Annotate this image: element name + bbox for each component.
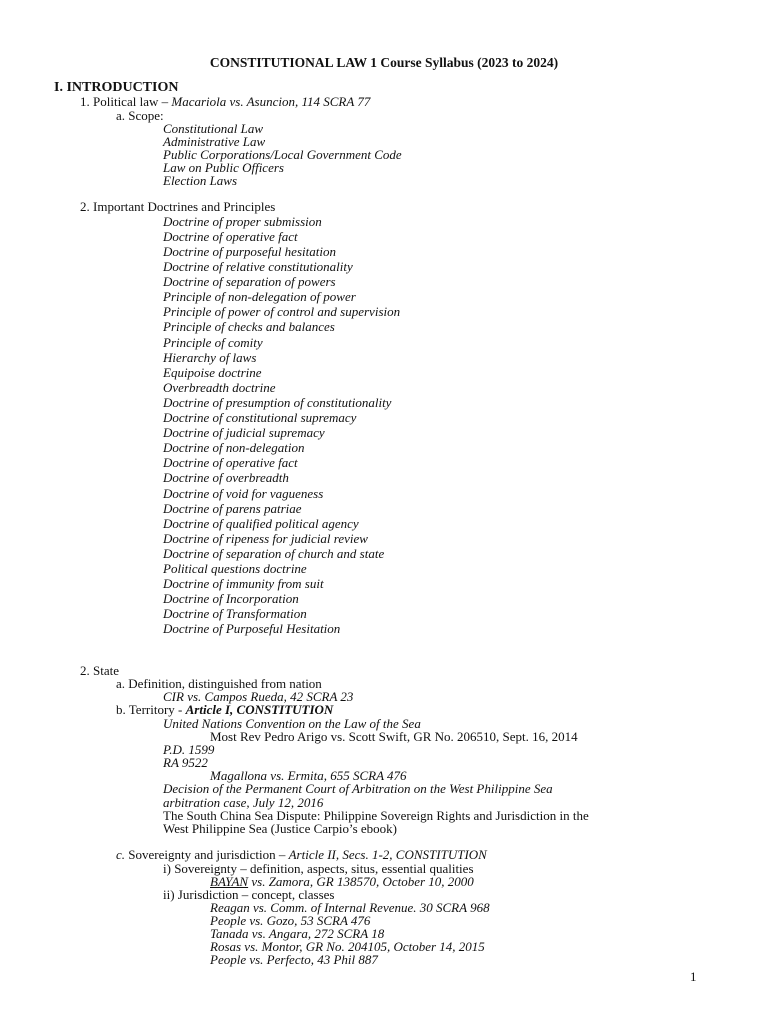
jurisdiction-case: Rosas vs. Montor, GR No. 204105, October 14, 2015 xyxy=(210,939,485,954)
sovereignty-prefix: c. xyxy=(116,847,126,862)
doctrine-item: Hierarchy of laws xyxy=(163,350,257,365)
case-macariola: Macariola vs. Asuncion, 114 SCRA 77 xyxy=(171,94,371,109)
territory-reference: Article I, CONSTITUTION xyxy=(185,702,334,717)
doctrine-item: Doctrine of immunity from suit xyxy=(163,576,324,591)
case-cir-campos-rueda: CIR vs. Campos Rueda, 42 SCRA 23 xyxy=(163,689,354,704)
doctrine-item: Doctrine of qualified political agency xyxy=(163,516,359,531)
doctrine-item: Doctrine of purposeful hesitation xyxy=(163,244,336,259)
scs-ebook-line2: West Philippine Sea (Justice Carpio’s ebook) xyxy=(163,821,397,836)
doctrine-item: Doctrine of Incorporation xyxy=(163,591,299,606)
doctrine-item: Doctrine of void for vagueness xyxy=(163,486,324,501)
document-title: CONSTITUTIONAL LAW 1 Course Syllabus (2023 to 2024) xyxy=(209,55,559,70)
territory-label xyxy=(116,702,333,717)
page-number: 1 xyxy=(690,969,697,984)
jurisdiction-case: Reagan vs. Comm. of Internal Revenue. 30 SCRA 968 xyxy=(210,900,490,915)
jurisdiction-case: People vs. Gozo, 53 SCRA 476 xyxy=(210,913,371,928)
territory-label-text: b. Territory - xyxy=(116,702,186,717)
scope-label: a. Scope: xyxy=(116,108,164,123)
doctrine-item: Doctrine of proper submission xyxy=(163,214,322,229)
doctrine-item: Principle of checks and balances xyxy=(163,319,335,334)
ra-reference: RA 9522 xyxy=(163,755,208,770)
doctrine-item: Doctrine of overbreadth xyxy=(163,470,289,485)
arbitration-decision-line1: Decision of the Permanent Court of Arbitration on the West Philippine Sea xyxy=(163,781,553,796)
sovereignty-definition: i) Sovereignty – definition, aspects, situs, essential qualities xyxy=(163,861,474,876)
scope-item: Constitutional Law xyxy=(163,121,264,136)
doctrine-item: Doctrine of constitutional supremacy xyxy=(163,410,357,425)
case-bayan-rest: vs. Zamora, GR 138570, October 10, 2000 xyxy=(248,874,474,889)
doctrine-item: Overbreadth doctrine xyxy=(163,380,276,395)
doctrine-item: Doctrine of parens patriae xyxy=(163,501,302,516)
sovereignty-jurisdiction-label xyxy=(116,847,487,862)
doctrine-item: Doctrine of relative constitutionality xyxy=(163,259,353,274)
item-state-heading: 2. State xyxy=(80,663,119,678)
case-magallona: Magallona vs. Ermita, 655 SCRA 476 xyxy=(210,768,407,783)
jurisdiction-case: Tanada vs. Angara, 272 SCRA 18 xyxy=(210,926,385,941)
unclos-reference: United Nations Convention on the Law of the Sea xyxy=(163,716,421,731)
item-political-law-label: 1. Political law – xyxy=(80,94,172,109)
doctrine-item: Doctrine of operative fact xyxy=(163,455,298,470)
scope-item: Administrative Law xyxy=(163,134,266,149)
jurisdiction-case: People vs. Perfecto, 43 Phil 887 xyxy=(210,952,378,967)
doctrine-item: Doctrine of separation of powers xyxy=(163,274,336,289)
doctrine-item: Principle of power of control and supervision xyxy=(163,304,401,319)
scope-item: Public Corporations/Local Government Code xyxy=(163,147,402,162)
sovereignty-label-text: Sovereignty and jurisdiction – xyxy=(125,847,289,862)
item-political-law xyxy=(80,94,370,109)
doctrine-item: Political questions doctrine xyxy=(163,561,307,576)
case-bayan-name: BAYAN xyxy=(210,874,249,889)
doctrine-item: Doctrine of Transformation xyxy=(163,606,307,621)
scope-item: Law on Public Officers xyxy=(163,160,284,175)
section-heading-introduction: I. INTRODUCTION xyxy=(54,80,179,95)
doctrine-item: Doctrine of Purposeful Hesitation xyxy=(163,621,341,636)
scs-ebook-line1: The South China Sea Dispute: Philippine Sovereign Rights and Jurisdiction in the xyxy=(163,808,589,823)
doctrine-item: Equipoise doctrine xyxy=(163,365,262,380)
doctrine-item: Doctrine of presumption of constitutionality xyxy=(163,395,392,410)
scope-item: Election Laws xyxy=(163,173,238,188)
pd-reference: P.D. 1599 xyxy=(163,742,215,757)
jurisdiction-definition: ii) Jurisdiction – concept, classes xyxy=(163,887,335,902)
doctrine-item: Principle of non-delegation of power xyxy=(163,289,356,304)
doctrine-item: Principle of comity xyxy=(163,335,263,350)
doctrine-item: Doctrine of separation of church and state xyxy=(163,546,385,561)
state-definition-label: a. Definition, distinguished from nation xyxy=(116,676,322,691)
item-doctrines-heading: 2. Important Doctrines and Principles xyxy=(80,199,276,214)
arbitration-decision-line2: arbitration case, July 12, 2016 xyxy=(163,795,324,810)
doctrine-item: Doctrine of operative fact xyxy=(163,229,298,244)
doctrine-item: Doctrine of ripeness for judicial review xyxy=(163,531,368,546)
doctrine-item: Doctrine of non-delegation xyxy=(163,440,305,455)
sovereignty-reference: Article II, Secs. 1-2, CONSTITUTION xyxy=(288,847,487,862)
doctrine-item: Doctrine of judicial supremacy xyxy=(163,425,325,440)
case-arigo-swift: Most Rev Pedro Arigo vs. Scott Swift, GR No. 206510, Sept. 16, 2014 xyxy=(210,729,578,744)
